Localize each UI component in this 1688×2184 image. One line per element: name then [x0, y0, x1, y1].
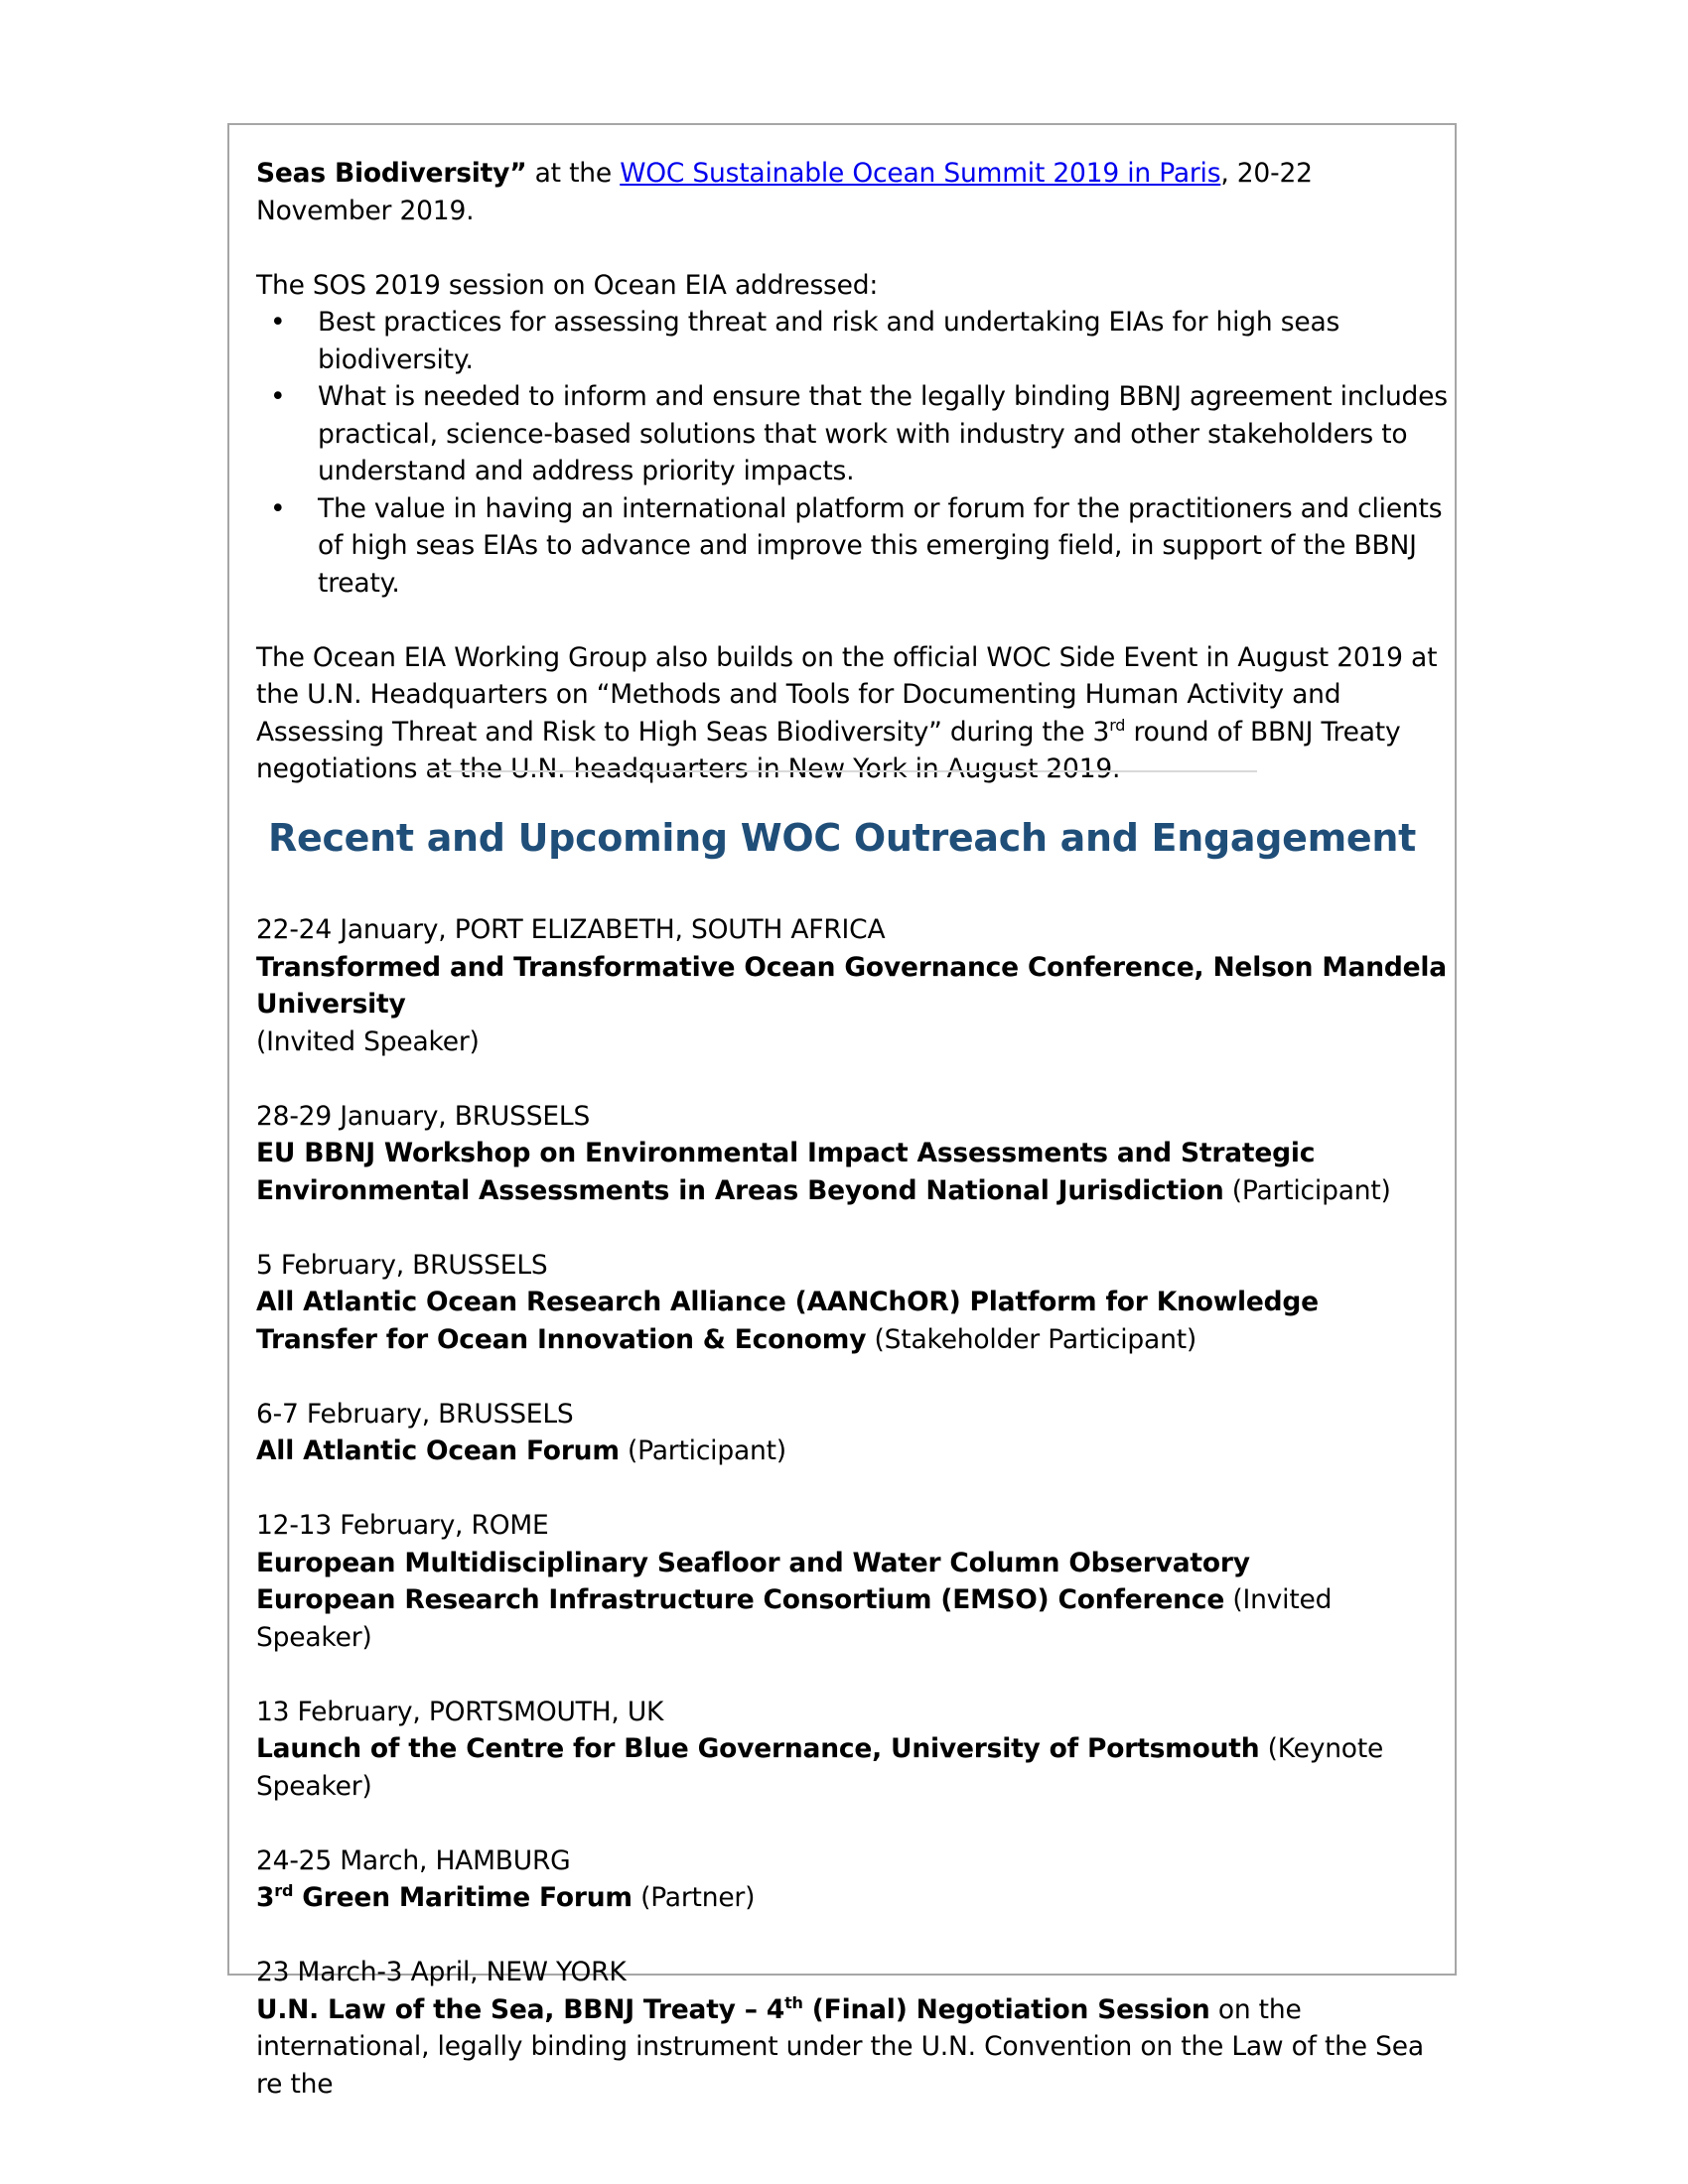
section-title: Recent and Upcoming WOC Outreach and Engagement	[268, 816, 1416, 860]
event-title: 3rd Green Maritime Forum	[256, 1881, 633, 1913]
event-role: (Participant)	[628, 1435, 786, 1466]
event-item	[256, 1694, 1448, 1806]
list-item: • Best practices for assessing threat and risk and undertaking EIAs for high seas biodiversity.	[256, 304, 1448, 378]
event-item	[256, 1098, 1448, 1210]
section-divider	[429, 770, 1257, 772]
event-title: European Research Infrastructure Consortium (EMSO) Conference	[256, 1584, 1225, 1615]
event-title: All Atlantic Ocean Forum	[256, 1435, 620, 1466]
event-role: (Invited Speaker)	[256, 1584, 1333, 1653]
event-item	[256, 1507, 1448, 1656]
sos-lead: The SOS 2019 session on Ocean EIA addressed:	[256, 269, 879, 301]
event-title: Launch of the Centre for Blue Governance, University of Portsmouth	[256, 1733, 1260, 1764]
event-role: (Partner)	[640, 1882, 756, 1913]
event-item	[256, 1247, 1448, 1359]
bullet-icon: •	[270, 307, 286, 338]
event-title: European Multidisciplinary Seafloor and Water Column Observatory	[256, 1547, 1250, 1578]
intro-text: at the	[526, 158, 621, 189]
events-list	[256, 911, 1448, 2140]
event-role: (Keynote Speaker)	[256, 1733, 1384, 1802]
event-date: 28-29 January, BRUSSELS	[256, 1100, 591, 1132]
event-role: (Participant)	[1231, 1174, 1391, 1206]
bullet-icon: •	[270, 492, 286, 524]
event-date: 12-13 February, ROME	[256, 1510, 549, 1541]
list-item: • The value in having an international platform or forum for the practitioners and clients of high seas EIAs to advance and improve this emerging field, in support of the BBNJ treaty.	[256, 490, 1448, 603]
event-date: 22-24 January, PORT ELIZABETH, SOUTH AFRICA	[256, 914, 886, 945]
event-date: 5 February, BRUSSELS	[256, 1249, 548, 1281]
event-date: 13 February, PORTSMOUTH, UK	[256, 1696, 664, 1727]
working-group-paragraph: The Ocean EIA Working Group also builds on the official WOC Side Event in August 2019 at the U.N. Headquarters on “Methods and Tools for Documenting Human Activity and Assessing Threat and Risk to High Seas Biodiversity” during the 3rd round of BBNJ Treaty negotiations at the U.N. headquarters in New York in August 2019.	[256, 641, 1438, 784]
event-role: (Stakeholder Participant)	[874, 1323, 1197, 1355]
event-role: (Invited Speaker)	[256, 1025, 480, 1057]
event-title: All Atlantic Ocean Research Alliance (AANChOR) Platform for Knowledge Transfer for Ocean Innovation & Economy	[256, 1287, 1319, 1355]
intro-paragraph	[256, 155, 1448, 229]
intro-date-text: , 20-22 November 2019.	[256, 158, 1313, 226]
event-title: U.N. Law of the Sea, BBNJ Treaty – 4th (Final) Negotiation Session	[256, 1992, 1210, 2025]
event-item	[256, 1396, 1448, 1470]
sos-2019-link[interactable]: WOC Sustainable Ocean Summit 2019 in Paris	[620, 158, 1221, 189]
event-description: on the international, legally binding instrument under the U.N. Convention on the Law of the Sea re the	[256, 1993, 1424, 2100]
intro-bold-text: Seas Biodiversity”	[256, 158, 527, 189]
event-item	[256, 911, 1448, 1060]
event-title: EU BBNJ Workshop on Environmental Impact Assessments and Strategic Environmental Assessments in Areas Beyond National Jurisdiction	[256, 1138, 1316, 1206]
event-date: 23 March-3 April, NEW YORK	[256, 1957, 627, 1987]
event-item	[256, 1954, 1448, 2103]
list-item: • What is needed to inform and ensure that the legally binding BBNJ agreement includes practical, science-based solutions that work with industry and other stakeholders to understand and address priority impacts.	[256, 378, 1448, 490]
article-body	[256, 155, 1448, 788]
event-date: 6-7 February, BRUSSELS	[256, 1398, 574, 1430]
sos-bullet-list	[256, 304, 1448, 602]
bullet-icon: •	[270, 381, 286, 412]
event-title: Transformed and Transformative Ocean Governance Conference, Nelson Mandela University	[256, 951, 1447, 1020]
event-date: 24-25 March, HAMBURG	[256, 1844, 571, 1876]
event-item	[256, 1843, 1448, 1917]
